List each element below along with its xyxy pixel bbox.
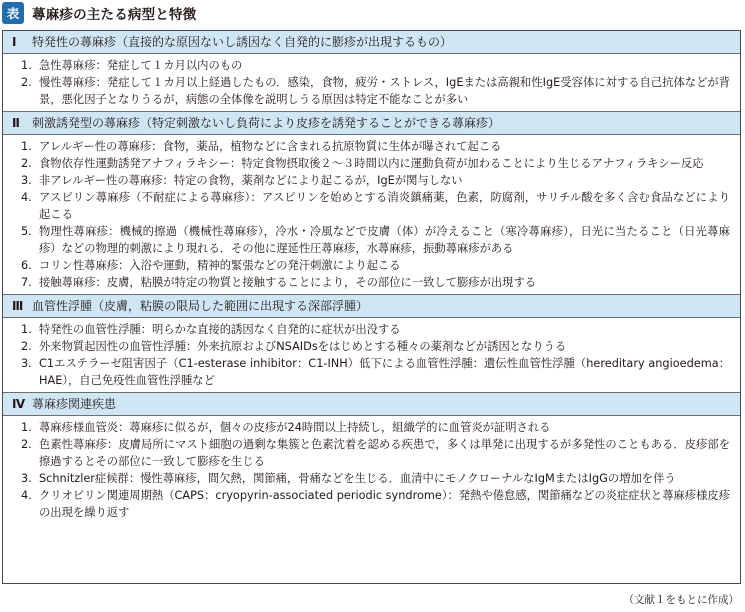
list-item — [13, 223, 730, 257]
list-item — [13, 470, 730, 487]
section-header — [3, 294, 740, 318]
item-number: 2. — [21, 438, 32, 451]
list-item — [13, 257, 730, 274]
item-text: 慢性蕁麻疹：発症して１カ月以上経過したもの．感染，食物，疲労・ストレス，IgEまたは高親和性IgE受容体に対する自己抗体などが背景，悪化因子となりうるが，病態の全体像を説明しうる原因は特定不能なことが多い — [39, 76, 730, 106]
section-number: Ⅲ — [12, 299, 24, 313]
item-number: 1. — [21, 323, 32, 336]
table-title: 蕁麻疹の主たる病型と特徴 — [32, 7, 197, 23]
item-text: コリン性蕁麻疹：入浴や運動，精神的緊張などの発汗刺激により起こる — [39, 259, 401, 272]
item-text: 食物依存性運動誘発アナフィラキシー：特定食物摂取後２〜３時間以内に運動負荷が加わることにより生じるアナフィラキシー反応 — [39, 157, 704, 170]
section-label: 血管性浮腫（皮膚，粘膜の限局した範囲に出現する深部浮腫） — [32, 299, 369, 313]
item-text: アレルギー性の蕁麻疹：食物，薬品，植物などに含まれる抗原物質に生体が曝されて起こる — [39, 140, 502, 153]
section-label: 刺激誘発型の蕁麻疹（特定刺激ないし負荷により皮疹を誘発することができる蕁麻疹） — [32, 116, 501, 130]
item-number: 4. — [21, 191, 32, 204]
item-number: 1. — [21, 59, 32, 72]
item-number: 6. — [21, 259, 32, 272]
item-number: 4. — [21, 489, 32, 502]
item-number: 3. — [21, 472, 32, 485]
table-badge: 表 — [2, 2, 24, 24]
item-number: 2. — [21, 157, 32, 170]
item-number: 1. — [21, 140, 32, 153]
item-text: 接触蕁麻疹：皮膚，粘膜が特定の物質と接触することにより，その部位に一致して膨疹が出現する — [39, 276, 537, 289]
section-header — [3, 111, 740, 135]
list-item — [13, 321, 730, 338]
item-text: 物理性蕁麻疹：機械的擦過（機械性蕁麻疹），冷水・冷風などで皮膚（体）が冷えること（寒冷蕁麻疹），日光に当たること（日光蕁麻疹）などの物理的刺激により現れる．その他に遅延性圧蕁麻疹，水蕁麻疹，振動蕁麻疹がある — [39, 225, 730, 255]
list-item — [13, 355, 730, 389]
item-number: 7. — [21, 276, 32, 289]
item-number: 3. — [21, 357, 32, 370]
item-number: 2. — [21, 340, 32, 353]
section-items — [3, 54, 740, 111]
item-text: C1エステラーゼ阻害因子（C1-esterase inhibitor：C1-INH）低下による血管性浮腫：遺伝性血管性浮腫（hereditary angioedema：HAE），自己免疫性血管性浮腫など — [39, 357, 730, 387]
list-item — [13, 155, 730, 172]
list-item — [13, 138, 730, 155]
section-items — [3, 135, 740, 294]
item-number: 3. — [21, 174, 32, 187]
item-text: 非アレルギー性の蕁麻疹：特定の食物，薬剤などにより起こるが，IgEが関与しない — [39, 174, 463, 187]
list-item — [13, 436, 730, 470]
item-text: 急性蕁麻疹：発症して１カ月以内のもの — [39, 59, 243, 72]
list-item — [13, 274, 730, 291]
list-item — [13, 487, 730, 521]
section-header — [3, 392, 740, 416]
item-text: 特発性の血管性浮腫：明らかな直接的誘因なく自発的に症状が出没する — [39, 323, 401, 336]
section-label: 特発性の蕁麻疹（直接的な原因ないし誘因なく自発的に膨疹が出現するもの） — [32, 35, 453, 49]
list-item — [13, 419, 730, 436]
list-item — [13, 189, 730, 223]
source-note: （文献１をもとに作成） — [623, 594, 739, 606]
section-label: 蕁麻疹関連疾患 — [32, 397, 117, 411]
list-item — [13, 338, 730, 355]
item-number: 1. — [21, 421, 32, 434]
item-text: クリオピリン関連周期熱（CAPS：cryopyrin-associated periodic syndrome）：発熱や倦怠感，関節痛などの炎症症状と蕁麻疹様皮疹の出現を繰り返す — [39, 489, 730, 519]
list-item — [13, 57, 730, 74]
table-caption — [2, 2, 196, 24]
section-header — [3, 31, 740, 54]
list-item — [13, 172, 730, 189]
item-number: 5. — [21, 225, 32, 238]
item-number: 2. — [21, 76, 32, 89]
classification-table — [2, 30, 741, 584]
section-number: Ⅱ — [12, 116, 20, 130]
list-item — [13, 74, 730, 108]
section-items — [3, 318, 740, 392]
item-text: 外来物質起因性の血管性浮腫：外来抗原およびNSAIDsをはじめとする種々の薬剤などが誘因となりうる — [39, 340, 567, 353]
item-text: 色素性蕁麻疹：皮膚局所にマスト細胞の過剰な集簇と色素沈着を認める疾患で，多くは単発に出現するが多発性のこともある．皮疹部を擦過するとその部位に一致して膨疹を生じる — [39, 438, 730, 468]
section-items — [3, 416, 740, 524]
item-text: Schnitzler症候群：慢性蕁麻疹，間欠熱，関節痛，骨痛などを生じる．血清中にモノクローナルなIgMまたはIgGの増加を伴う — [39, 472, 676, 485]
section-number: Ⅰ — [12, 35, 17, 49]
item-text: 蕁麻疹様血管炎：蕁麻疹に似るが，個々の皮疹が24時間以上持続し，組織学的に血管炎が証明される — [39, 421, 551, 434]
item-text: アスピリン蕁麻疹（不耐症による蕁麻疹）：アスピリンを始めとする消炎鎮痛薬，色素，防腐剤，サリチル酸を多く含む食品などにより起こる — [39, 191, 730, 221]
section-number: Ⅳ — [12, 397, 26, 411]
